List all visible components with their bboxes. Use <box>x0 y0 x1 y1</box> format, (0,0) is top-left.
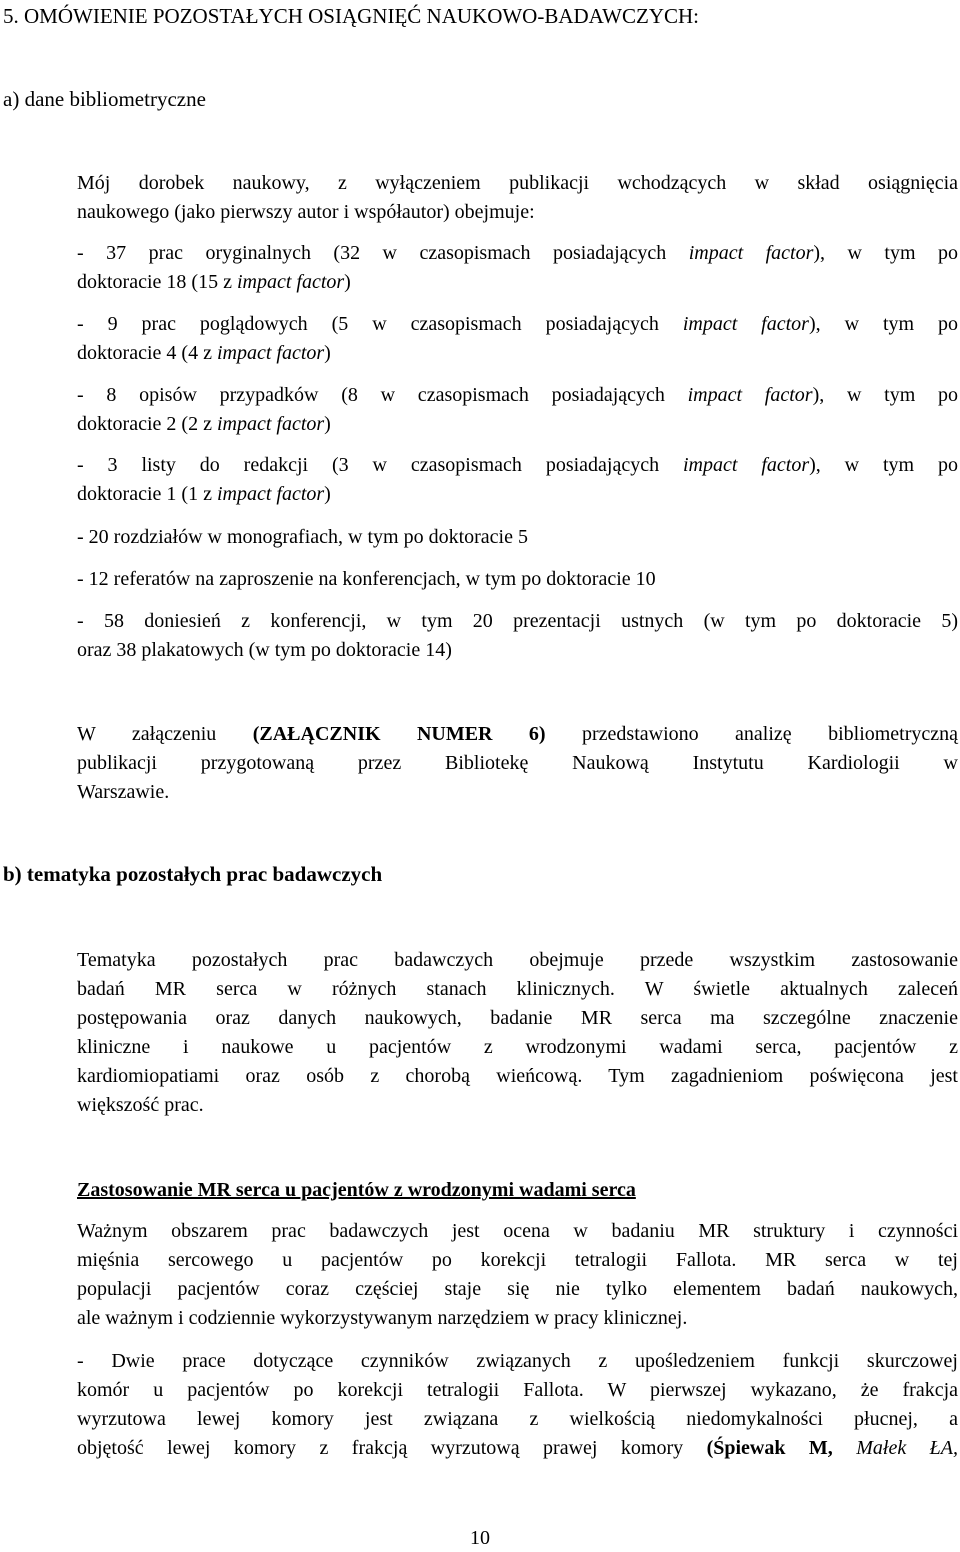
text-line: komór u pacjentów po korekcji tetralogii Fallota. W pierwszej wykazano, że frakcja <box>77 1379 958 1401</box>
list-item: oraz 38 plakatowych (w tym po doktoracie 14) <box>77 639 452 661</box>
text-line: kliniczne i naukowe u pacjentów z wrodzonymi wadami serca, pacjentów z <box>77 1036 958 1058</box>
list-item: - 3 listy do redakcji (3 w czasopismach posiadających impact factor), w tym po <box>77 454 959 476</box>
subsection-b-heading: b) tematyka pozostałych prac badawczych <box>3 862 383 886</box>
text-line: Ważnym obszarem prac badawczych jest ocena w badaniu MR struktury i czynności <box>77 1220 958 1242</box>
text-line: W załączeniu (ZAŁĄCZNIK NUMER 6) przedstawiono analizę bibliometryczną <box>77 723 959 745</box>
text-line: ale ważnym i codziennie wykorzystywanym narzędziem w pracy klinicznej. <box>77 1307 688 1329</box>
list-item: - 12 referatów na zaproszenie na konferencjach, w tym po doktoracie 10 <box>77 568 656 590</box>
text-line: Mój dorobek naukowy, z wyłączeniem publikacji wchodzących w skład osiągnięcia <box>77 172 958 194</box>
subtopic-heading: Zastosowanie MR serca u pacjentów z wrodzonymi wadami serca <box>77 1179 636 1201</box>
text-line: mięśnia sercowego u pacjentów po korekcji tetralogii Fallota. MR serca w tej <box>77 1249 958 1271</box>
list-item: - 20 rozdziałów w monografiach, w tym po doktoracie 5 <box>77 526 528 548</box>
list-item: doktoracie 2 (2 z impact factor) <box>77 413 331 435</box>
subsection-a-heading: a) dane bibliometryczne <box>3 87 206 111</box>
list-item: - 58 doniesień z konferencji, w tym 20 prezentacji ustnych (w tym po doktoracie 5) <box>77 610 958 632</box>
text-line: publikacji przygotowaną przez Bibliotekę Naukową Instytutu Kardiologii w <box>77 752 958 774</box>
list-item: doktoracie 4 (4 z impact factor) <box>77 342 331 364</box>
text-line: Tematyka pozostałych prac badawczych obejmuje przede wszystkim zastosowanie <box>77 949 958 971</box>
list-item: - 8 opisów przypadków (8 w czasopismach posiadających impact factor), w tym po <box>77 384 958 406</box>
text-line: Warszawie. <box>77 781 170 803</box>
list-item: doktoracie 1 (1 z impact factor) <box>77 483 331 505</box>
list-item: - 37 prac oryginalnych (32 w czasopismach posiadających impact factor), w tym po <box>77 242 958 264</box>
text-line: populacji pacjentów coraz częściej staje się nie tylko elementem badań naukowych, <box>77 1278 958 1300</box>
text-line: wyrzutowa lewej komory jest związana z wielkością niedomykalności płucnej, a <box>77 1408 958 1430</box>
list-item: - 9 prac poglądowych (5 w czasopismach posiadających impact factor), w tym po <box>77 313 959 335</box>
text-line: postępowania oraz danych naukowych, badanie MR serca ma szczególne znaczenie <box>77 1007 958 1029</box>
section-title: 5. OMÓWIENIE POZOSTAŁYCH OSIĄGNIĘĆ NAUKOWO-BADAWCZYCH: <box>3 4 699 28</box>
page-number: 10 <box>470 1527 490 1549</box>
text-line: objętość lewej komory z frakcją wyrzutową prawej komory (Śpiewak M, Małek ŁA, <box>77 1437 958 1459</box>
list-item: doktoracie 18 (15 z impact factor) <box>77 271 351 293</box>
text-line: - Dwie prace dotyczące czynników związanych z upośledzeniem funkcji skurczowej <box>77 1350 958 1372</box>
text-line: naukowego (jako pierwszy autor i współautor) obejmuje: <box>77 201 535 223</box>
text-line: większość prac. <box>77 1094 204 1116</box>
text-line: kardiomiopatiami oraz osób z chorobą wieńcową. Tym zagadnieniom poświęcona jest <box>77 1065 958 1087</box>
text-line: badań MR serca w różnych stanach klinicznych. W świetle aktualnych zaleceń <box>77 978 958 1000</box>
